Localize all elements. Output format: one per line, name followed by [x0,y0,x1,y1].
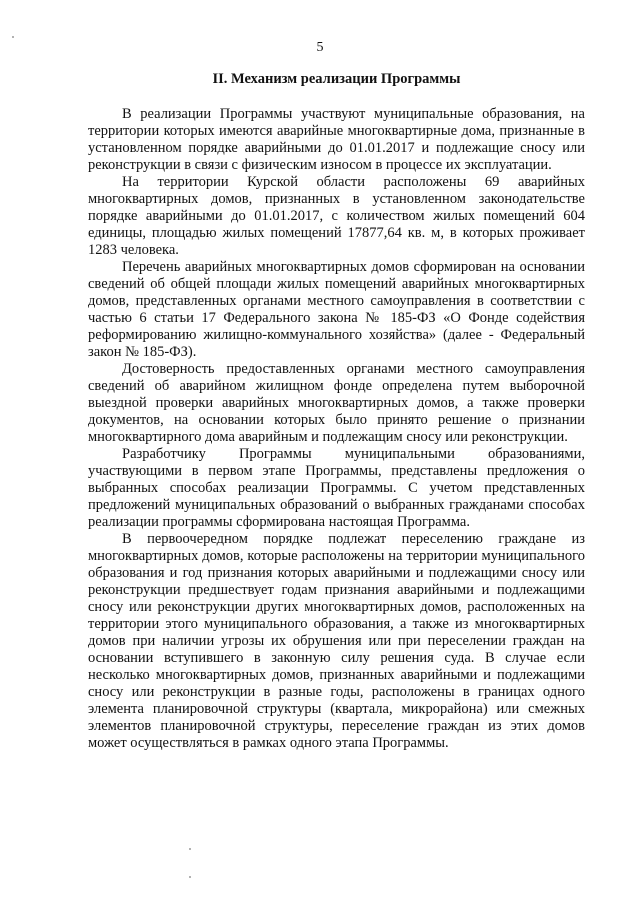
paragraph-house-list: Перечень аварийных многоквартирных домов сформирован на основании сведений об общей площади жилых помещений аварийных многоквартирных домов, представленных органами местного самоуправления в соответствии с частью 6 статьи 17 Федерального закона № 185-ФЗ «О Фонде содействия реформированию жилищно-коммунального хозяйства» (далее - Федеральный закон № 185-ФЗ). [88,259,585,360]
scan-speck [189,848,191,850]
paragraph-municipal-proposals: Разработчику Программы муниципальными образованиями, участвующими в первом этапе Программы, представлены предложения о выбранных способах реализации Программы. С учетом представленных предложений муниципальных образований о выбранных гражданами способах реализации программы сформирована настоящая Программа. [88,446,585,530]
paragraph-data-verification: Достоверность предоставленных органами местного самоуправления сведений об аварийном жилищном фонде определена путем выборочной выездной проверки аварийных многоквартирных домов, а также проверки документов, на основании которых было принято решение о признании многоквартирного дома аварийным и подлежащим сносу или реконструкции. [88,361,585,445]
section-title: II. Механизм реализации Программы [212,71,461,87]
scan-speck [12,36,14,38]
paragraph-kursk-statistics: На территории Курской области расположены 69 аварийных многоквартирных домов, признанных в установленном законодательстве порядке аварийными до 01.01.2017, с количеством жилых помещений 604 единицы, площадью жилых помещений 17877,64 кв. м, в которых проживает 1283 человека. [88,174,585,258]
page-number: 5 [316,40,324,55]
scan-speck [189,876,191,878]
paragraph-participants: В реализации Программы участвуют муниципальные образования, на территории которых имеются аварийные многоквартирные дома, признанные в установленном порядке аварийными до 01.01.2017 и подлежащие сносу или реконструкции в связи с физическим износом в процессе их эксплуатации. [88,106,585,173]
body-text [88,106,585,752]
paragraph-priority-resettlement: В первоочередном порядке подлежат переселению граждане из многоквартирных домов, которые расположены на территории муниципального образования и год признания которых аварийными и подлежащими сносу или реконструкции предшествует годам признания аварийными и подлежащими сносу или реконструкции других многоквартирных домов, расположенных на территории этого муниципального образования, а также из многоквартирных домов при наличии угрозы их обрушения или при переселении граждан на основании вступившего в законную силу решения суда. В случае если несколько многоквартирных домов, признанных аварийными и подлежащими сносу или реконструкции в разные годы, расположены в границах одного элемента планировочной структуры (квартала, микрорайона) или смежных элементов планировочной структуры, переселение граждан из этих домов может осуществляться в рамках одного этапа Программы. [88,531,585,751]
